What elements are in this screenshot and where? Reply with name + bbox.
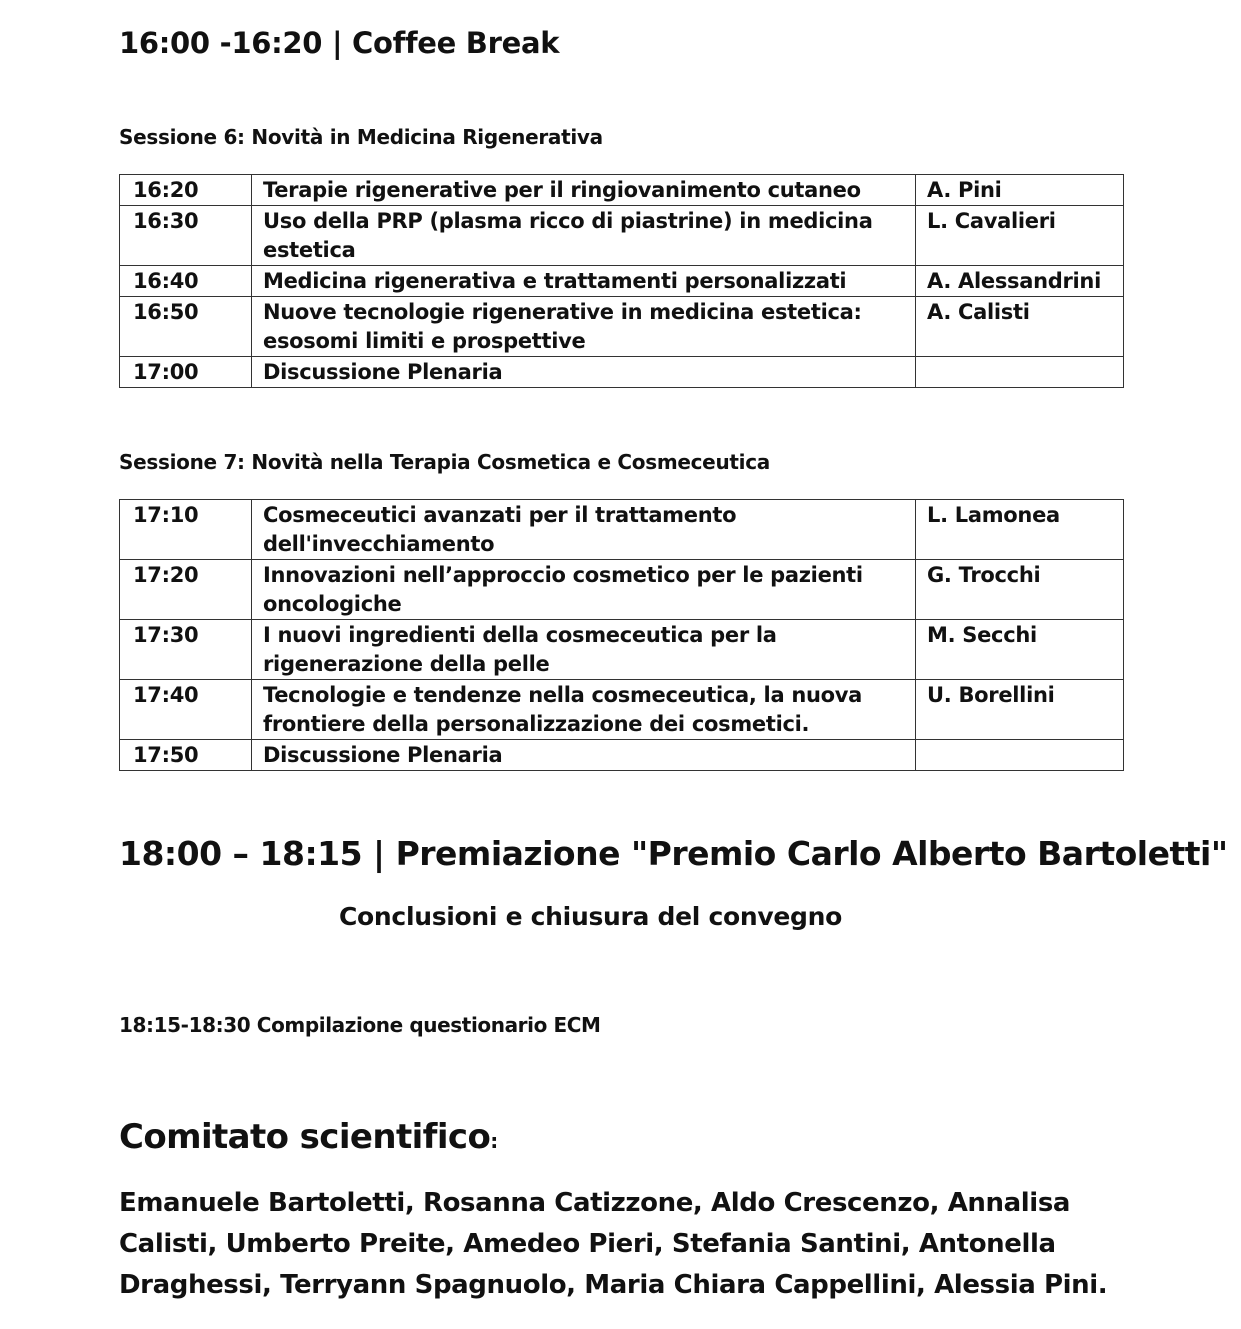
session-7-table xyxy=(119,499,1124,771)
table-row xyxy=(120,680,1124,740)
table-row xyxy=(120,357,1124,388)
topic-cell: Terapie rigenerative per il ringiovanimento cutaneo xyxy=(252,175,916,206)
topic-cell: I nuovi ingredienti della cosmeceutica per la rigenerazione della pelle xyxy=(252,620,916,680)
table-row xyxy=(120,297,1124,357)
table-row xyxy=(120,620,1124,680)
topic-cell: Uso della PRP (plasma ricco di piastrine) in medicina estetica xyxy=(252,206,916,266)
time-cell: 17:00 xyxy=(120,357,252,388)
topic-cell: Nuove tecnologie rigenerative in medicina estetica: esosomi limiti e prospettive xyxy=(252,297,916,357)
session-6-title: Sessione 6: Novità in Medicina Rigenerativa xyxy=(119,125,603,149)
topic-cell: Cosmeceutici avanzati per il trattamento dell'invecchiamento xyxy=(252,500,916,560)
committee-heading-colon: : xyxy=(490,1129,498,1153)
time-cell: 16:20 xyxy=(120,175,252,206)
time-cell: 16:40 xyxy=(120,266,252,297)
time-cell: 17:50 xyxy=(120,740,252,771)
time-cell: 17:10 xyxy=(120,500,252,560)
session-7-title: Sessione 7: Novità nella Terapia Cosmetica e Cosmeceutica xyxy=(119,450,770,474)
table-row xyxy=(120,500,1124,560)
speaker-cell: L. Lamonea xyxy=(916,500,1124,560)
speaker-cell xyxy=(916,357,1124,388)
table-row xyxy=(120,206,1124,266)
speaker-cell: M. Secchi xyxy=(916,620,1124,680)
table-row xyxy=(120,560,1124,620)
award-heading: 18:00 – 18:15 | Premiazione "Premio Carlo Alberto Bartoletti" xyxy=(119,834,1228,873)
table-row xyxy=(120,266,1124,297)
committee-heading-text: Comitato scientifico xyxy=(119,1117,491,1157)
closing-line: Conclusioni e chiusura del convegno xyxy=(339,902,842,931)
committee-heading xyxy=(119,1117,498,1157)
speaker-cell: A. Alessandrini xyxy=(916,266,1124,297)
speaker-cell: U. Borellini xyxy=(916,680,1124,740)
speaker-cell: L. Cavalieri xyxy=(916,206,1124,266)
table-row xyxy=(120,175,1124,206)
speaker-cell: A. Pini xyxy=(916,175,1124,206)
time-cell: 17:20 xyxy=(120,560,252,620)
topic-cell: Discussione Plenaria xyxy=(252,740,916,771)
topic-cell: Tecnologie e tendenze nella cosmeceutica, la nuova frontiere della personalizzazione dei cosmetici. xyxy=(252,680,916,740)
speaker-cell: A. Calisti xyxy=(916,297,1124,357)
ecm-questionnaire-line: 18:15-18:30 Compilazione questionario ECM xyxy=(119,1013,601,1037)
topic-cell: Innovazioni nell’approccio cosmetico per le pazienti oncologiche xyxy=(252,560,916,620)
session-6-table xyxy=(119,174,1124,388)
table-row xyxy=(120,740,1124,771)
committee-members: Emanuele Bartoletti, Rosanna Catizzone, Aldo Crescenzo, Annalisa Calisti, Umberto Preite, Amedeo Pieri, Stefania Santini, Antonella Draghessi, Terryann Spagnuolo, Maria Chiara Cappellini, Alessia Pini. xyxy=(119,1188,1108,1300)
speaker-cell: G. Trocchi xyxy=(916,560,1124,620)
speaker-cell xyxy=(916,740,1124,771)
topic-cell: Medicina rigenerativa e trattamenti personalizzati xyxy=(252,266,916,297)
coffee-break-heading: 16:00 -16:20 | Coffee Break xyxy=(119,26,560,60)
time-cell: 17:30 xyxy=(120,620,252,680)
time-cell: 16:50 xyxy=(120,297,252,357)
topic-cell: Discussione Plenaria xyxy=(252,357,916,388)
time-cell: 17:40 xyxy=(120,680,252,740)
time-cell: 16:30 xyxy=(120,206,252,266)
